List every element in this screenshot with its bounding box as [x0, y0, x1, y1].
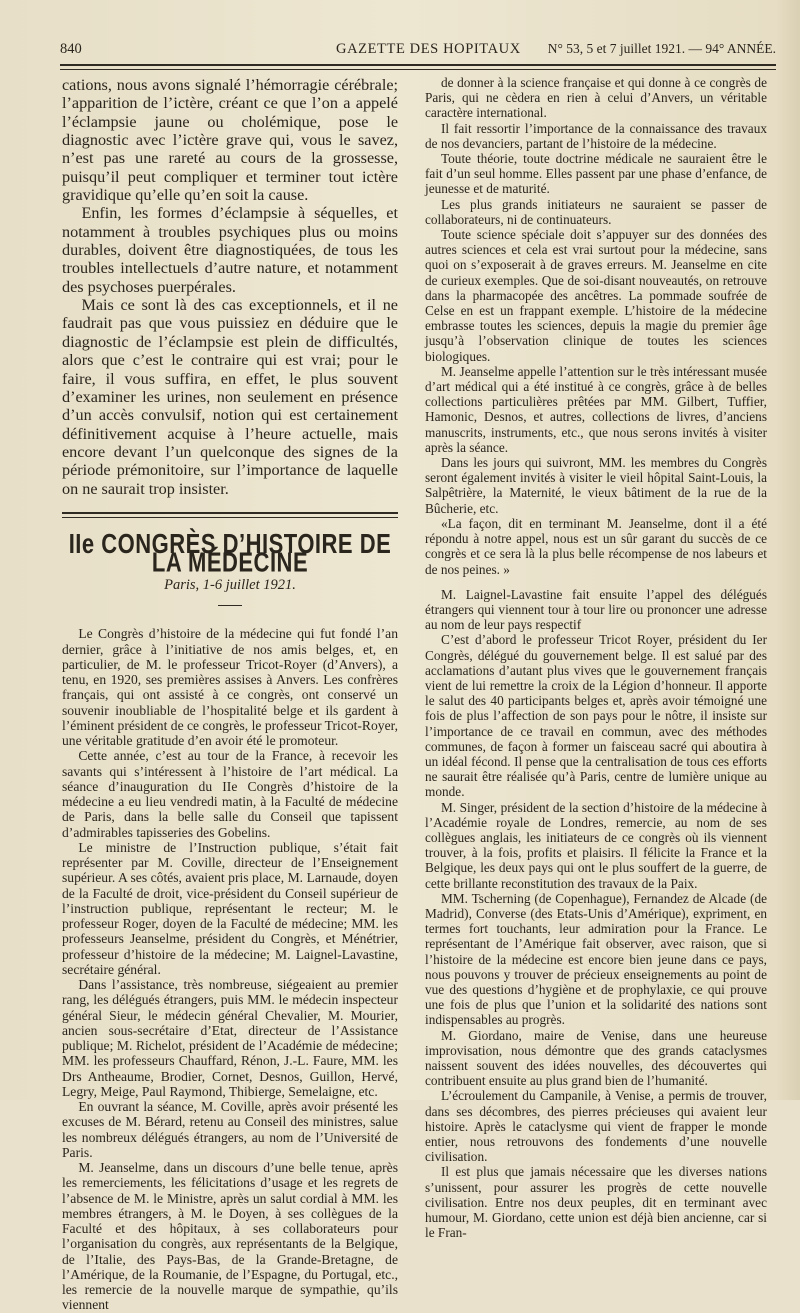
paragraph: M. Jeanselme, dans un discours d’une belle tenue, après les remerciements, les félicitations d’usage et les regrets de l’absence de M. le Ministre, après un salut cordial à MM. les membres étrangers, à M. le Doyen, à ses collègues de la Faculté et des hôpitaux, à ses collaborateurs pour l’organisation du congrès, aux représentants de la Belgique, de l’Italie, des Pays-Bas, de la Grande-Bretagne, de l’Amérique, de la Roumanie, de l’Espagne, du Portugal, etc., les remercie de la nouvelle marque de sympathie, qu’ils viennent [62, 1160, 398, 1313]
paragraph: Le Congrès d’histoire de la médecine qui fut fondé l’an dernier, grâce à l’initiative de nos amis belges, et, en particulier, de M. le professeur Tricot-Royer (d’Anvers), a tenu, en 1920, ses premières assises à Anvers. Les confrères français, qui ont assisté à ce congrès, ont conservé un souvenir inoubliable de l’hospitalité belge et ils gardent à l’éminent président de ce congrès, le professeur Tricot-Royer, une véritable gratitude d’en avoir été le promoteur. [62, 626, 398, 749]
paragraph: «La façon, dit en terminant M. Jeanselme, dont il a été répondu à notre appel, nous est un sûr garant du succès de ce congrès et ce sera là la plus belle récompense de nos labeurs et de nos peines. » [425, 515, 767, 577]
paragraph: Dans l’assistance, très nombreuse, siégeaient au premier rang, les délégués étrangers, puis MM. le médecin inspecteur général Sieur, le médecin général Chevalier, M. Mourier, ancien sous-secrétaire d’Etat, directeur de l’Assistance publique; M. Richelot, président de l’Académie de médecine; MM. les professeurs Chauffard, Rénon, J.-L. Faure, MM. les Drs Antheaume, Brodier, Cornet, Desnos, Guillon, Hervé, Legry, Meige, Paul Raymond, Thibierge, Semelaigne, etc. [62, 977, 398, 1099]
paragraph: Enfin, les formes d’éclampsie à séquelles, et notamment à troubles psychiques plus ou moins durables, doivent être diagnostiquées, de tous les troubles intellectuels d’autre nature, et notamment des psychoses puerpérales. [62, 204, 398, 296]
paragraph: Toute science spéciale doit s’appuyer sur des données des autres sciences et cela est vrai surtout pour la médecine, sans quoi on s’exposerait à de graves erreurs. M. Jeanselme en cite de curieux exemples. Que de soi-disant nouveautés, on retrouve dans la pharmacopée des ancêtres. La pommade soufrée de Celse en est un frappant exemple. L’histoire de la médecine embrasse toutes les sciences, depuis la magie du premier âge jusqu’à l’observation clinique de toutes les sciences biologiques. [425, 227, 767, 364]
section-rule-thin [62, 517, 398, 518]
paragraph: M. Singer, président de la section d’histoire de la médecine à l’Académie royale de Londres, remercie, au nom de ses collègues anglais, les initiateurs de ce congrès où ils viennent trouver, à la fois, profits et plaisirs. Il félicite la France et la Belgique, les deux pays qui ont le plus souffert de la guerre, de cette brillante reconstitution des travaux de la Paix. [425, 799, 767, 891]
paragraph: de donner à la science française et qui donne à ce congrès de Paris, qui ne cèdera en rien à celui d’Anvers, un véritable caractère international. [425, 75, 767, 121]
left-column [62, 76, 398, 1313]
paragraph: Cette année, c’est au tour de la France, à recevoir les savants qui s’intéressent à l’histoire de l’art médical. La séance d’inauguration du IIe Congrès d’histoire de la médecine a eu lieu vendredi matin, à la Faculté de médecine de Paris, dans la belle salle du Conseil que tapissent d’admirables tapisseries des Gobelins. [62, 748, 398, 840]
paragraph: MM. Tscherning (de Copenhague), Fernandez de Alcade (de Madrid), Converse (des Etats-Unis d’Amérique), expriment, en termes fort touchants, leur admiration pour la France. Le représentant de l’Amérique fait observer, avec raison, que si l’histoire de la médecine est encore bien jeune dans ce pays, nous pouvons y trouver de précieux enseignements au point de vue des questions d’hygiène et de prophylaxie, ce qui prouve une fois de plus que l’union et la solidarité des nations sont indispensables au progrès. [425, 890, 767, 1028]
paragraph: Mais ce sont là des cas exceptionnels, et il ne faudrait pas que vous puissiez en déduire que le diagnostic de l’éclampsie est plein de difficultés, alors que c’est le contraire qui est vrai; pour le faire, il vous suffira, en effet, le plus souvent d’examiner les urines, non seulement en présence d’un accès convulsif, notion qui est certainement définitivement acquise à l’heure actuelle, mais encore devant l’un quelconque des signes de la période prémonitoire, sur l’importance de laquelle on ne saurait trop insister. [62, 296, 398, 498]
paragraph: Il est plus que jamais nécessaire que les diverses nations s’unissent, pour assurer les progrès de cette nouvelle civilisation. Entre nos deux peuples, dit en terminant avec humour, M. Giordano, cette union est déjà bien ancienne, car si le Fran- [425, 1164, 767, 1241]
paragraph: Les plus grands initiateurs ne sauraient se passer de collaborateurs, ni de continuateurs. [425, 196, 767, 227]
title-dash [218, 605, 242, 606]
issue-info: N° 53, 5 et 7 juillet 1921. — 94° ANNÉE. [547, 41, 776, 56]
paragraph: C’est d’abord le professeur Tricot Royer, président du Ier Congrès, délégué du gouvernement belge. Il est salué par des acclamations d’autant plus vives que le gouvernement français vient de lui remettre la croix de la Légion d’honneur. Il apporte le salut des 40 participants belges et, après avoir témoigné une fois de plus l’affection de son pays pour le nôtre, il insiste sur l’importance de ce travail en commun, avec des méthodes communes, de façon à former un faisceau sacré qui aboutira à un idéal fécond. Il pense que la centralisation de tous ces efforts ne saurait être réalisée qu’à Paris, centre de lumière unique au monde. [425, 632, 767, 800]
right-column [425, 75, 767, 1240]
paragraph: Dans les jours qui suivront, MM. les membres du Congrès seront également invités à visiter le vieil hôpital Saint-Louis, la Salpêtrière, la Maternité, le vieux bâtiment de la rue de la Bûcherie, etc. [425, 455, 767, 516]
article-body [62, 626, 398, 1312]
paragraph: cations, nous avons signalé l’hémorragie cérébrale; l’apparition de l’ictère, créant ce que l’on a appelé l’éclampsie jaune ou cholémique, pose le diagnostic avec l’ictère grave qui, vous le savez, n’est pas une rareté au cours de la grossesse, puisqu’il peut compliquer et terminer tout ictère gravidique qu’elle qu’en soit la cause. [62, 76, 398, 205]
paragraph: En ouvrant la séance, M. Coville, après avoir présenté les excuses de M. Bérard, retenu au Conseil des ministres, salue les nombreux délégués étrangers, au nom de l’Université de Paris. [62, 1099, 398, 1160]
page-header [60, 38, 776, 60]
section-rule-thick [62, 512, 398, 514]
previous-article-end [62, 76, 398, 498]
paragraph: M. Laignel-Lavastine fait ensuite l’appel des délégués étrangers qui viennent tour à tour lire ou prononcer une adresse au nom de leur pays respectif [425, 586, 767, 633]
header-rule-thick [60, 64, 776, 66]
header-rule-thin [60, 69, 776, 70]
paragraph: Il fait ressortir l’importance de la connaissance des travaux de nos devanciers, partant de l’histoire de la médecine. [425, 120, 767, 151]
article-title: IIe CONGRÈS D’HISTOIRE DE LA MÉDECINE [68, 527, 392, 579]
paragraph: Le ministre de l’Instruction publique, s’était fait représenter par M. Coville, directeur de l’Enseignement supérieur. A ses côtés, avaient pris place, M. Larnaude, doyen de la Faculté de droit, vice-président du Conseil supérieur de l’instruction publique, représentant le recteur; M. le professeur Roger, doyen de la Faculté de médecine; MM. les professeurs Jeanselme, président du Congrès, et Ménétrier, professeur d’histoire de la médecine; M. Laignel-Lavastine, secrétaire général. [62, 839, 398, 977]
paragraph: Toute théorie, toute doctrine médicale ne sauraient être le fait d’un seul homme. Elles passent par une phase d’enfance, de jeunesse et de maturité. [425, 151, 767, 197]
page-number: 840 [60, 41, 82, 57]
article-subtitle: Paris, 1-6 juillet 1921. [164, 577, 296, 594]
paragraph: M. Giordano, maire de Venise, dans une heureuse improvisation, nous démontre que des grands cataclysmes naissent souvent des idées nouvelles, des découvertes qui contribuent ensuite au plus grand bien de l’humanité. [425, 1027, 767, 1089]
paragraph: M. Jeanselme appelle l’attention sur le très intéressant musée d’art médical qui a été institué à ce congrès, grâce à de belles collections particulières prêtées par MM. Gilbert, Tuffier, Hamonic, Desnos, et autres, collections de livres, d’anciens manuscrits, instruments, etc., que nous serons invités à visiter après la séance. [425, 363, 767, 455]
journal-title: GAZETTE DES HOPITAUX [336, 41, 521, 57]
paragraph: L’écroulement du Campanile, à Venise, a permis de trouver, dans ses décombres, des pierres précieuses qui avaient leur histoire. Après le cataclysme qui vient de frapper le monde entier, nous retrouvons des fondements d’une nouvelle civilisation. [425, 1088, 767, 1165]
